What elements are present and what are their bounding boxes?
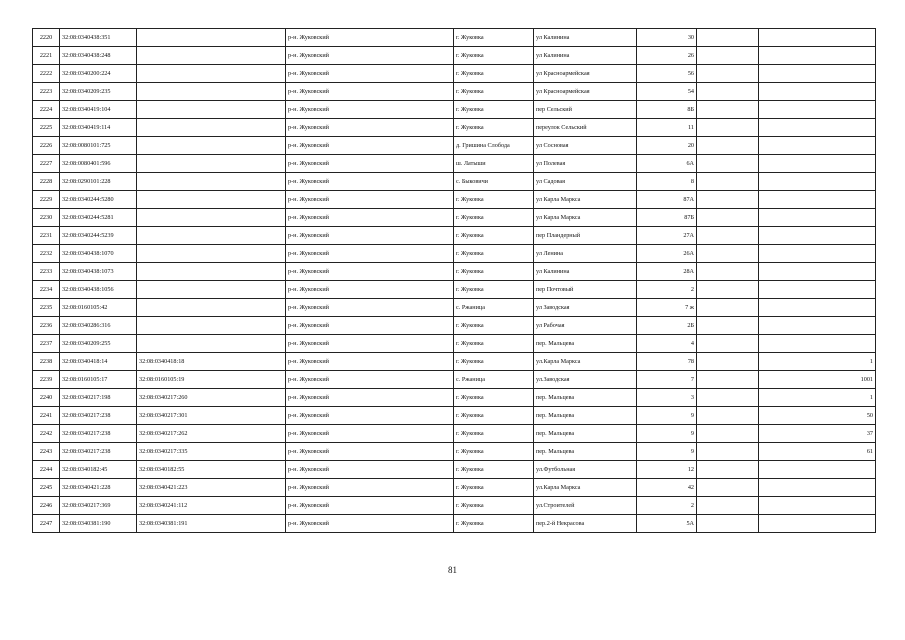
cadastral-number-cell: 32:08:0340209:255 [60, 335, 137, 353]
district-cell: р-н. Жуковский [286, 263, 454, 281]
register-table-body [33, 29, 876, 533]
related-cadastral-number-cell: 32:08:0340381:191 [137, 515, 286, 533]
settlement-cell: д. Гришина Слобода [454, 137, 534, 155]
table-row [33, 173, 876, 191]
street-cell: ул Калинина [534, 29, 637, 47]
apartment-cell: 50 [759, 407, 876, 425]
table-row [33, 425, 876, 443]
district-cell: р-н. Жуковский [286, 515, 454, 533]
building-cell [697, 443, 759, 461]
table-row [33, 227, 876, 245]
building-cell [697, 83, 759, 101]
table-row [33, 479, 876, 497]
district-cell: р-н. Жуковский [286, 155, 454, 173]
cadastral-number-cell: 32:08:0290101:228 [60, 173, 137, 191]
property-register-table [32, 28, 876, 533]
table-row [33, 137, 876, 155]
cadastral-number-cell: 32:08:0340217:198 [60, 389, 137, 407]
district-cell: р-н. Жуковский [286, 443, 454, 461]
settlement-cell: г. Жуковка [454, 317, 534, 335]
street-cell: пер Сельский [534, 101, 637, 119]
apartment-cell [759, 209, 876, 227]
house-number-cell: 26 [637, 47, 697, 65]
related-cadastral-number-cell [137, 83, 286, 101]
cadastral-number-cell: 32:08:0160105:17 [60, 371, 137, 389]
row-number-cell: 2235 [33, 299, 60, 317]
district-cell: р-н. Жуковский [286, 317, 454, 335]
related-cadastral-number-cell [137, 263, 286, 281]
district-cell: р-н. Жуковский [286, 281, 454, 299]
row-number-cell: 2239 [33, 371, 60, 389]
building-cell [697, 461, 759, 479]
house-number-cell: 87Б [637, 209, 697, 227]
cadastral-number-cell: 32:08:0340418:14 [60, 353, 137, 371]
table-row [33, 191, 876, 209]
apartment-cell: 37 [759, 425, 876, 443]
building-cell [697, 515, 759, 533]
cadastral-number-cell: 32:08:0340217:238 [60, 443, 137, 461]
house-number-cell: 54 [637, 83, 697, 101]
cadastral-number-cell: 32:08:0340217:238 [60, 425, 137, 443]
district-cell: р-н. Жуковский [286, 497, 454, 515]
row-number-cell: 2247 [33, 515, 60, 533]
building-cell [697, 47, 759, 65]
table-row [33, 119, 876, 137]
apartment-cell: 1 [759, 353, 876, 371]
district-cell: р-н. Жуковский [286, 173, 454, 191]
table-row [33, 47, 876, 65]
table-row [33, 83, 876, 101]
building-cell [697, 209, 759, 227]
cadastral-number-cell: 32:08:0340419:114 [60, 119, 137, 137]
apartment-cell [759, 101, 876, 119]
street-cell: пер. Мальцева [534, 335, 637, 353]
building-cell [697, 29, 759, 47]
building-cell [697, 425, 759, 443]
row-number-cell: 2238 [33, 353, 60, 371]
street-cell: ул.Футбольная [534, 461, 637, 479]
street-cell: ул.Карла Маркса [534, 353, 637, 371]
street-cell: ул Калинина [534, 263, 637, 281]
related-cadastral-number-cell [137, 209, 286, 227]
settlement-cell: г. Жуковка [454, 281, 534, 299]
table-row [33, 155, 876, 173]
settlement-cell: г. Жуковка [454, 389, 534, 407]
district-cell: р-н. Жуковский [286, 425, 454, 443]
apartment-cell [759, 479, 876, 497]
house-number-cell: 30 [637, 29, 697, 47]
house-number-cell: 9 [637, 407, 697, 425]
cadastral-number-cell: 32:08:0080401:596 [60, 155, 137, 173]
street-cell: пер.2-й Некрасова [534, 515, 637, 533]
district-cell: р-н. Жуковский [286, 461, 454, 479]
cadastral-number-cell: 32:08:0340438:1056 [60, 281, 137, 299]
related-cadastral-number-cell [137, 29, 286, 47]
apartment-cell [759, 137, 876, 155]
apartment-cell: 61 [759, 443, 876, 461]
related-cadastral-number-cell [137, 101, 286, 119]
apartment-cell [759, 65, 876, 83]
related-cadastral-number-cell: 32:08:0340418:18 [137, 353, 286, 371]
street-cell: ул Ленина [534, 245, 637, 263]
table-row [33, 101, 876, 119]
house-number-cell: 9 [637, 425, 697, 443]
building-cell [697, 245, 759, 263]
cadastral-number-cell: 32:08:0340438:1070 [60, 245, 137, 263]
table-row [33, 281, 876, 299]
row-number-cell: 2220 [33, 29, 60, 47]
street-cell: ул Сосновая [534, 137, 637, 155]
apartment-cell [759, 155, 876, 173]
related-cadastral-number-cell [137, 47, 286, 65]
settlement-cell: г. Жуковка [454, 443, 534, 461]
apartment-cell [759, 83, 876, 101]
building-cell [697, 281, 759, 299]
cadastral-number-cell: 32:08:0340286:316 [60, 317, 137, 335]
house-number-cell: 42 [637, 479, 697, 497]
district-cell: р-н. Жуковский [286, 83, 454, 101]
settlement-cell: г. Жуковка [454, 65, 534, 83]
apartment-cell [759, 299, 876, 317]
house-number-cell: 8 [637, 173, 697, 191]
settlement-cell: г. Жуковка [454, 101, 534, 119]
street-cell: ул Рабочая [534, 317, 637, 335]
cadastral-number-cell: 32:08:0340244:5281 [60, 209, 137, 227]
district-cell: р-н. Жуковский [286, 407, 454, 425]
row-number-cell: 2224 [33, 101, 60, 119]
district-cell: р-н. Жуковский [286, 371, 454, 389]
related-cadastral-number-cell: 32:08:0340182:55 [137, 461, 286, 479]
settlement-cell: с. Быковичи [454, 173, 534, 191]
related-cadastral-number-cell: 32:08:0340217:260 [137, 389, 286, 407]
settlement-cell: г. Жуковка [454, 425, 534, 443]
related-cadastral-number-cell: 32:08:0340421:223 [137, 479, 286, 497]
building-cell [697, 497, 759, 515]
settlement-cell: с. Ржаница [454, 371, 534, 389]
house-number-cell: 2 [637, 497, 697, 515]
apartment-cell [759, 281, 876, 299]
house-number-cell: 8Б [637, 101, 697, 119]
district-cell: р-н. Жуковский [286, 389, 454, 407]
related-cadastral-number-cell [137, 173, 286, 191]
building-cell [697, 137, 759, 155]
building-cell [697, 353, 759, 371]
related-cadastral-number-cell [137, 191, 286, 209]
street-cell: ул.Строителей [534, 497, 637, 515]
district-cell: р-н. Жуковский [286, 353, 454, 371]
house-number-cell: 4 [637, 335, 697, 353]
district-cell: р-н. Жуковский [286, 137, 454, 155]
settlement-cell: г. Жуковка [454, 191, 534, 209]
row-number-cell: 2229 [33, 191, 60, 209]
row-number-cell: 2231 [33, 227, 60, 245]
settlement-cell: г. Жуковка [454, 119, 534, 137]
settlement-cell: г. Жуковка [454, 227, 534, 245]
cadastral-number-cell: 32:08:0340209:235 [60, 83, 137, 101]
row-number-cell: 2222 [33, 65, 60, 83]
settlement-cell: г. Жуковка [454, 29, 534, 47]
table-row [33, 515, 876, 533]
table-row [33, 335, 876, 353]
related-cadastral-number-cell: 32:08:0160105:19 [137, 371, 286, 389]
related-cadastral-number-cell [137, 65, 286, 83]
related-cadastral-number-cell [137, 335, 286, 353]
district-cell: р-н. Жуковский [286, 119, 454, 137]
apartment-cell [759, 263, 876, 281]
related-cadastral-number-cell [137, 137, 286, 155]
district-cell: р-н. Жуковский [286, 299, 454, 317]
house-number-cell: 20 [637, 137, 697, 155]
row-number-cell: 2223 [33, 83, 60, 101]
cadastral-number-cell: 32:08:0080101:725 [60, 137, 137, 155]
house-number-cell: 56 [637, 65, 697, 83]
related-cadastral-number-cell [137, 317, 286, 335]
cadastral-number-cell: 32:08:0340217:238 [60, 407, 137, 425]
row-number-cell: 2240 [33, 389, 60, 407]
street-cell: ул.Заводская [534, 371, 637, 389]
street-cell: ул.Карла Маркса [534, 479, 637, 497]
row-number-cell: 2246 [33, 497, 60, 515]
district-cell: р-н. Жуковский [286, 209, 454, 227]
row-number-cell: 2225 [33, 119, 60, 137]
building-cell [697, 263, 759, 281]
related-cadastral-number-cell [137, 245, 286, 263]
house-number-cell: 2 [637, 281, 697, 299]
settlement-cell: г. Жуковка [454, 335, 534, 353]
cadastral-number-cell: 32:08:0340244:5280 [60, 191, 137, 209]
apartment-cell [759, 191, 876, 209]
cadastral-number-cell: 32:08:0340200:224 [60, 65, 137, 83]
cadastral-number-cell: 32:08:0340419:104 [60, 101, 137, 119]
street-cell: ул Карла Маркса [534, 191, 637, 209]
settlement-cell: г. Жуковка [454, 209, 534, 227]
row-number-cell: 2243 [33, 443, 60, 461]
cadastral-number-cell: 32:08:0340182:45 [60, 461, 137, 479]
building-cell [697, 371, 759, 389]
apartment-cell [759, 515, 876, 533]
settlement-cell: г. Жуковка [454, 407, 534, 425]
row-number-cell: 2241 [33, 407, 60, 425]
street-cell: ул Калинина [534, 47, 637, 65]
settlement-cell: г. Жуковка [454, 47, 534, 65]
related-cadastral-number-cell [137, 227, 286, 245]
table-row [33, 299, 876, 317]
settlement-cell: г. Жуковка [454, 263, 534, 281]
row-number-cell: 2227 [33, 155, 60, 173]
district-cell: р-н. Жуковский [286, 227, 454, 245]
row-number-cell: 2236 [33, 317, 60, 335]
settlement-cell: г. Жуковка [454, 515, 534, 533]
building-cell [697, 155, 759, 173]
building-cell [697, 119, 759, 137]
building-cell [697, 65, 759, 83]
cadastral-number-cell: 32:08:0340244:5239 [60, 227, 137, 245]
street-cell: пер Пландерный [534, 227, 637, 245]
cadastral-number-cell: 32:08:0340438:1073 [60, 263, 137, 281]
apartment-cell [759, 245, 876, 263]
page-number: 81 [448, 565, 457, 575]
settlement-cell: ш. Латыши [454, 155, 534, 173]
table-row [33, 407, 876, 425]
street-cell: ул Красноармейская [534, 65, 637, 83]
house-number-cell: 5А [637, 515, 697, 533]
settlement-cell: с. Ржаница [454, 299, 534, 317]
table-row [33, 317, 876, 335]
house-number-cell: 7 [637, 371, 697, 389]
row-number-cell: 2245 [33, 479, 60, 497]
building-cell [697, 299, 759, 317]
building-cell [697, 101, 759, 119]
related-cadastral-number-cell: 32:08:0340217:335 [137, 443, 286, 461]
table-row [33, 245, 876, 263]
related-cadastral-number-cell [137, 155, 286, 173]
row-number-cell: 2233 [33, 263, 60, 281]
related-cadastral-number-cell [137, 299, 286, 317]
apartment-cell [759, 173, 876, 191]
cadastral-number-cell: 32:08:0160105:42 [60, 299, 137, 317]
row-number-cell: 2226 [33, 137, 60, 155]
apartment-cell [759, 497, 876, 515]
street-cell: ул Красноармейская [534, 83, 637, 101]
street-cell: ул Садовая [534, 173, 637, 191]
house-number-cell: 87А [637, 191, 697, 209]
district-cell: р-н. Жуковский [286, 65, 454, 83]
cadastral-number-cell: 32:08:0340438:351 [60, 29, 137, 47]
apartment-cell [759, 47, 876, 65]
house-number-cell: 3 [637, 389, 697, 407]
related-cadastral-number-cell: 32:08:0340217:262 [137, 425, 286, 443]
settlement-cell: г. Жуковка [454, 353, 534, 371]
district-cell: р-н. Жуковский [286, 101, 454, 119]
house-number-cell: 28А [637, 263, 697, 281]
settlement-cell: г. Жуковка [454, 83, 534, 101]
related-cadastral-number-cell: 32:08:0340241:112 [137, 497, 286, 515]
related-cadastral-number-cell [137, 281, 286, 299]
apartment-cell [759, 317, 876, 335]
row-number-cell: 2221 [33, 47, 60, 65]
street-cell: ул Заводская [534, 299, 637, 317]
table-row [33, 461, 876, 479]
apartment-cell [759, 227, 876, 245]
row-number-cell: 2230 [33, 209, 60, 227]
cadastral-number-cell: 32:08:0340421:228 [60, 479, 137, 497]
building-cell [697, 407, 759, 425]
table-row [33, 353, 876, 371]
street-cell: пер. Мальцева [534, 407, 637, 425]
district-cell: р-н. Жуковский [286, 479, 454, 497]
building-cell [697, 191, 759, 209]
row-number-cell: 2234 [33, 281, 60, 299]
district-cell: р-н. Жуковский [286, 191, 454, 209]
street-cell: пер. Мальцева [534, 425, 637, 443]
building-cell [697, 227, 759, 245]
street-cell: пер. Мальцева [534, 443, 637, 461]
house-number-cell: 9 [637, 443, 697, 461]
settlement-cell: г. Жуковка [454, 479, 534, 497]
row-number-cell: 2232 [33, 245, 60, 263]
house-number-cell: 7 ж [637, 299, 697, 317]
cadastral-number-cell: 32:08:0340381:190 [60, 515, 137, 533]
building-cell [697, 317, 759, 335]
apartment-cell: 1001 [759, 371, 876, 389]
house-number-cell: 11 [637, 119, 697, 137]
district-cell: р-н. Жуковский [286, 335, 454, 353]
table-row [33, 29, 876, 47]
district-cell: р-н. Жуковский [286, 29, 454, 47]
building-cell [697, 173, 759, 191]
apartment-cell [759, 335, 876, 353]
table-row [33, 443, 876, 461]
related-cadastral-number-cell: 32:08:0340217:301 [137, 407, 286, 425]
row-number-cell: 2244 [33, 461, 60, 479]
related-cadastral-number-cell [137, 119, 286, 137]
house-number-cell: 78 [637, 353, 697, 371]
apartment-cell [759, 461, 876, 479]
district-cell: р-н. Жуковский [286, 245, 454, 263]
row-number-cell: 2237 [33, 335, 60, 353]
building-cell [697, 389, 759, 407]
apartment-cell [759, 119, 876, 137]
settlement-cell: г. Жуковка [454, 497, 534, 515]
house-number-cell: 27А [637, 227, 697, 245]
settlement-cell: г. Жуковка [454, 245, 534, 263]
building-cell [697, 335, 759, 353]
house-number-cell: 12 [637, 461, 697, 479]
row-number-cell: 2228 [33, 173, 60, 191]
street-cell: пер. Мальцева [534, 389, 637, 407]
apartment-cell: 1 [759, 389, 876, 407]
table-row [33, 65, 876, 83]
cadastral-number-cell: 32:08:0340438:248 [60, 47, 137, 65]
table-row [33, 371, 876, 389]
apartment-cell [759, 29, 876, 47]
settlement-cell: г. Жуковка [454, 461, 534, 479]
street-cell: ул Полевая [534, 155, 637, 173]
building-cell [697, 479, 759, 497]
street-cell: переулок Сельский [534, 119, 637, 137]
table-row [33, 263, 876, 281]
district-cell: р-н. Жуковский [286, 47, 454, 65]
house-number-cell: 6А [637, 155, 697, 173]
table-row [33, 209, 876, 227]
table-row [33, 389, 876, 407]
house-number-cell: 26А [637, 245, 697, 263]
table-row [33, 497, 876, 515]
street-cell: пер Почтовый [534, 281, 637, 299]
cadastral-number-cell: 32:08:0340217:369 [60, 497, 137, 515]
street-cell: ул Карла Маркса [534, 209, 637, 227]
house-number-cell: 2Б [637, 317, 697, 335]
row-number-cell: 2242 [33, 425, 60, 443]
